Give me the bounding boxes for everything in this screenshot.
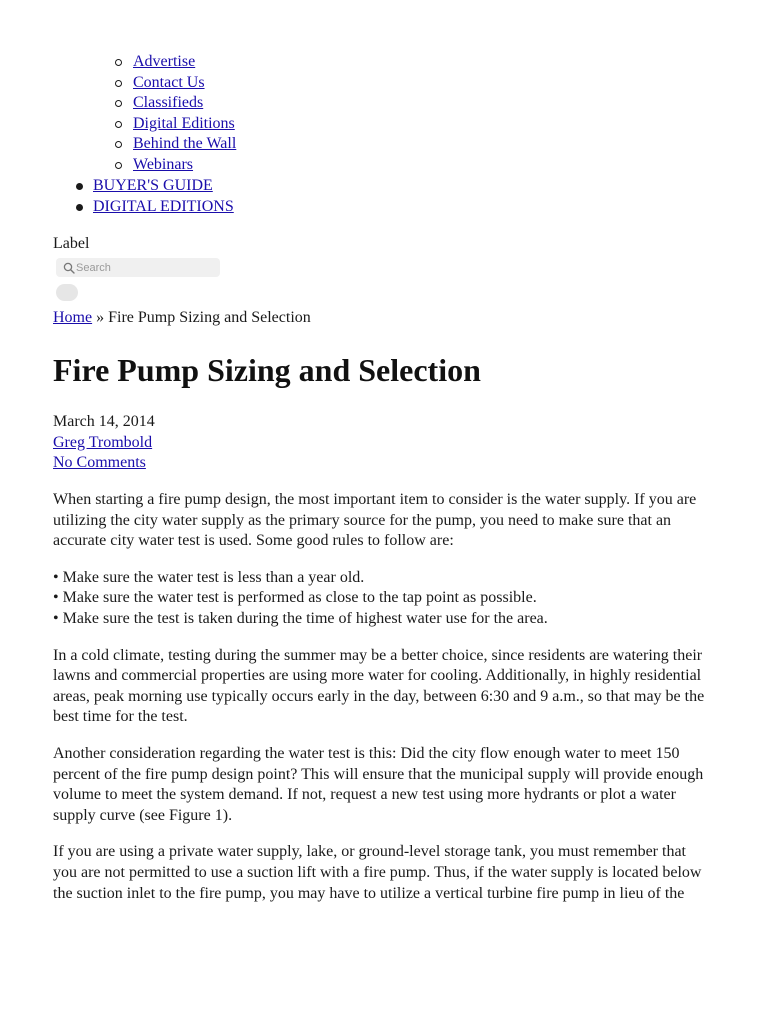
nav-link-contact-us[interactable]: Contact Us [133,73,205,91]
nav-item-webinars [133,155,236,176]
breadcrumb-separator: » [92,309,109,326]
search-label: Label [53,235,90,252]
nav-link-classifieds[interactable]: Classifieds [133,94,204,112]
rule-item: • Make sure the water test is less than a year old. [53,568,365,586]
nav-link-digital-editions-main[interactable]: DIGITAL EDITIONS [93,197,234,215]
article-date: March 14, 2014 [53,413,155,430]
page-title: Fire Pump Sizing and Selection [53,352,481,388]
nav-item-classifieds [133,93,236,114]
nav-item-contact-us [133,73,236,94]
search-box[interactable] [56,258,220,277]
comments-link[interactable]: No Comments [53,454,146,472]
breadcrumb [53,308,311,329]
toggle-icon[interactable] [56,284,78,301]
search-icon [63,262,75,274]
nav-item-digital-editions [133,114,236,135]
breadcrumb-current: Fire Pump Sizing and Selection [108,309,311,326]
nav-link-digital-editions[interactable]: Digital Editions [133,114,235,132]
nav-link-webinars[interactable]: Webinars [133,155,194,173]
article-paragraph: In a cold climate, testing during the summer may be a better choice, since residents are watering their lawns and commercial properties are using more water for cooling. Additionally, in highly residential areas, peak morning use typically occurs early in the day, between 6:30 and 9 a.m., so that may be the best time for the test. [53,646,705,726]
rule-item: • Make sure the water test is performed as close to the tap point as possible. [53,589,537,607]
nav-link-behind-the-wall[interactable]: Behind the Wall [133,135,237,153]
nav-link-advertise[interactable]: Advertise [133,53,196,70]
main-navigation [93,176,234,217]
breadcrumb-home-link[interactable]: Home [53,309,93,326]
article-paragraph: When starting a fire pump design, the most important item to consider is the water supply. If you are utilizing the city water supply as the primary source for the pump, you need to make sure that an accurate city water test is used. Some good rules to follow are: [53,491,697,550]
nav-item-behind-the-wall [133,134,236,155]
author-link[interactable]: Greg Trombold [53,433,153,451]
rule-item: • Make sure the test is taken during the time of highest water use for the area. [53,609,548,627]
article-meta [53,412,155,474]
search-input[interactable] [76,258,216,277]
article-paragraph: If you are using a private water supply, lake, or ground-level storage tank, you must remember that you are not permitted to use a suction lift with a fire pump. Thus, if the water supply is located below the suction inlet to the fire pump, you may have to utilize a vertical turbine fire pump in lieu of the [53,843,702,902]
nav-item-advertise [133,52,236,73]
nav-item-digital-editions-main [93,197,234,218]
rules-list [53,568,713,630]
nav-item-buyers-guide [93,176,234,197]
nav-link-buyers-guide[interactable]: BUYER'S GUIDE [93,177,213,194]
article-body [53,490,713,920]
sub-navigation [133,52,236,176]
article-paragraph: Another consideration regarding the water test is this: Did the city flow enough water to meet 150 percent of the fire pump design point? This will ensure that the municipal supply will provide enough volume to meet the system demand. If not, request a new test using more hydrants or plot a water supply curve (see Figure 1). [53,744,704,824]
